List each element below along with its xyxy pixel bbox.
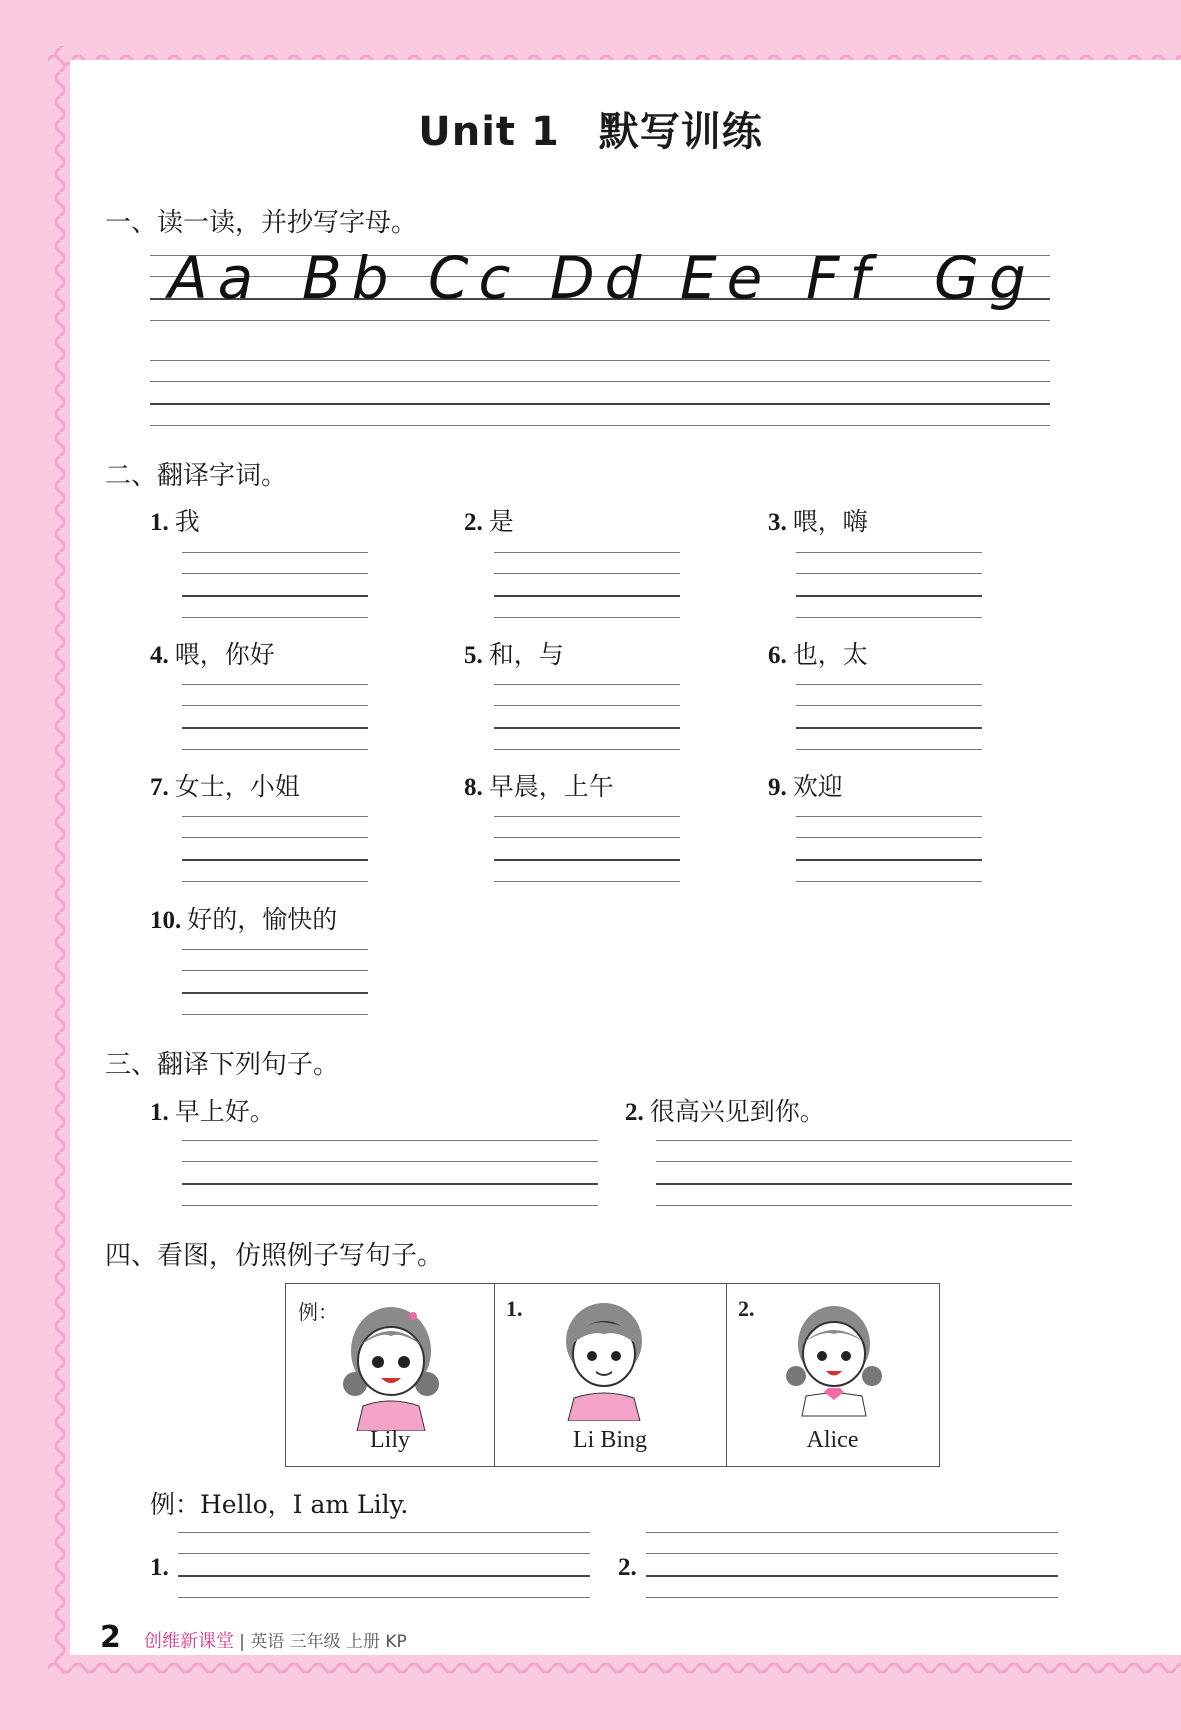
letter-pair: Dd <box>550 244 652 312</box>
item-number: 1. <box>150 509 169 536</box>
vocab-item <box>768 502 868 538</box>
item-text: 好的，愉快的 <box>187 905 338 934</box>
answer-lines[interactable] <box>182 552 368 618</box>
character-name: Lily <box>370 1427 410 1453</box>
book-info: 英语 三年级 上册 KP <box>250 1632 407 1652</box>
sentence-item <box>625 1092 825 1128</box>
page-footer <box>100 1620 407 1655</box>
answer-number <box>618 1552 643 1582</box>
answer-lines[interactable] <box>646 1532 1058 1598</box>
title-unit: Unit 1 <box>418 109 560 155</box>
item-text: 早晨，上午 <box>488 772 614 801</box>
letter-pair: Aa <box>168 244 264 312</box>
example-sentence: 例：Hello，I am Lily. <box>150 1490 409 1519</box>
girl-alice-illustration <box>784 1296 884 1421</box>
item-number: 2. <box>625 1099 644 1126</box>
item-text: 女士，小姐 <box>174 772 300 801</box>
copy-writing-lines[interactable] <box>150 360 1050 426</box>
cell-label: 1. <box>506 1296 523 1321</box>
item-text: 喂，嗨 <box>792 507 868 536</box>
answer-lines[interactable] <box>182 684 368 750</box>
answer-lines[interactable] <box>494 552 680 618</box>
page-number: 2 <box>100 1620 121 1655</box>
vocab-item <box>150 635 275 671</box>
answer-lines[interactable] <box>796 684 982 750</box>
cell-label: 例： <box>298 1300 338 1324</box>
answer-lines[interactable] <box>796 816 982 882</box>
item-text: 和，与 <box>488 640 564 669</box>
answer-number <box>150 1552 175 1582</box>
letter-pair: Ee <box>680 244 773 312</box>
section3-heading: 三、翻译下列句子。 <box>105 1050 340 1080</box>
sentence-item <box>150 1092 275 1128</box>
item-text: 很高兴见到你。 <box>649 1097 825 1126</box>
vocab-item <box>464 767 614 803</box>
item-number: 5. <box>464 642 483 669</box>
answer-lines[interactable] <box>494 684 680 750</box>
item-number: 2. <box>618 1554 637 1581</box>
answer-lines[interactable] <box>182 1140 598 1206</box>
item-number: 6. <box>768 642 787 669</box>
character-name: Li Bing <box>572 1427 647 1453</box>
picture-table <box>285 1283 940 1467</box>
section4-heading: 四、看图，仿照例子写句子。 <box>105 1241 444 1271</box>
letter-pair: Ff <box>806 244 880 312</box>
girl-lily-illustration <box>341 1296 441 1431</box>
item-text: 早上好。 <box>174 1097 275 1126</box>
item-number: 7. <box>150 774 169 801</box>
section1-heading: 一、读一读，并抄写字母。 <box>105 208 418 238</box>
item-number: 1. <box>150 1099 169 1126</box>
letter-pair: Bb <box>302 244 399 312</box>
picture-cell-1 <box>494 1284 727 1466</box>
picture-cell-example <box>286 1284 495 1466</box>
picture-cell-2 <box>726 1284 939 1466</box>
answer-lines[interactable] <box>796 552 982 618</box>
item-number: 10. <box>150 907 182 934</box>
title-text: 默写训练 <box>598 109 763 155</box>
answer-lines[interactable] <box>182 816 368 882</box>
item-number: 8. <box>464 774 483 801</box>
divider: | <box>239 1632 251 1652</box>
vocab-item <box>150 767 300 803</box>
item-number: 4. <box>150 642 169 669</box>
vocab-item <box>768 635 868 671</box>
item-number: 3. <box>768 509 787 536</box>
cell-label: 2. <box>738 1296 755 1321</box>
item-text: 是 <box>488 507 514 536</box>
answer-lines[interactable] <box>494 816 680 882</box>
answer-lines[interactable] <box>182 949 368 1015</box>
page-title <box>0 100 1181 157</box>
vocab-item <box>768 767 843 803</box>
vocab-item <box>150 900 337 936</box>
letter-pair: Gg <box>934 244 1036 312</box>
character-name: Alice <box>806 1427 859 1453</box>
item-number: 2. <box>464 509 483 536</box>
boy-li-bing-illustration <box>554 1296 654 1421</box>
answer-lines[interactable] <box>178 1532 590 1598</box>
item-number: 1. <box>150 1554 169 1581</box>
brand-name: 创维新课堂 <box>143 1631 234 1652</box>
section2-heading: 二、翻译字词。 <box>105 461 288 491</box>
item-number: 9. <box>768 774 787 801</box>
letter-pair: Cc <box>428 244 521 312</box>
answer-lines[interactable] <box>656 1140 1072 1206</box>
vocab-item <box>150 502 200 538</box>
item-text: 喂，你好 <box>174 640 275 669</box>
item-text: 欢迎 <box>792 772 843 801</box>
item-text: 也，太 <box>792 640 868 669</box>
vocab-item <box>464 502 514 538</box>
vocab-item <box>464 635 564 671</box>
item-text: 我 <box>174 507 200 536</box>
